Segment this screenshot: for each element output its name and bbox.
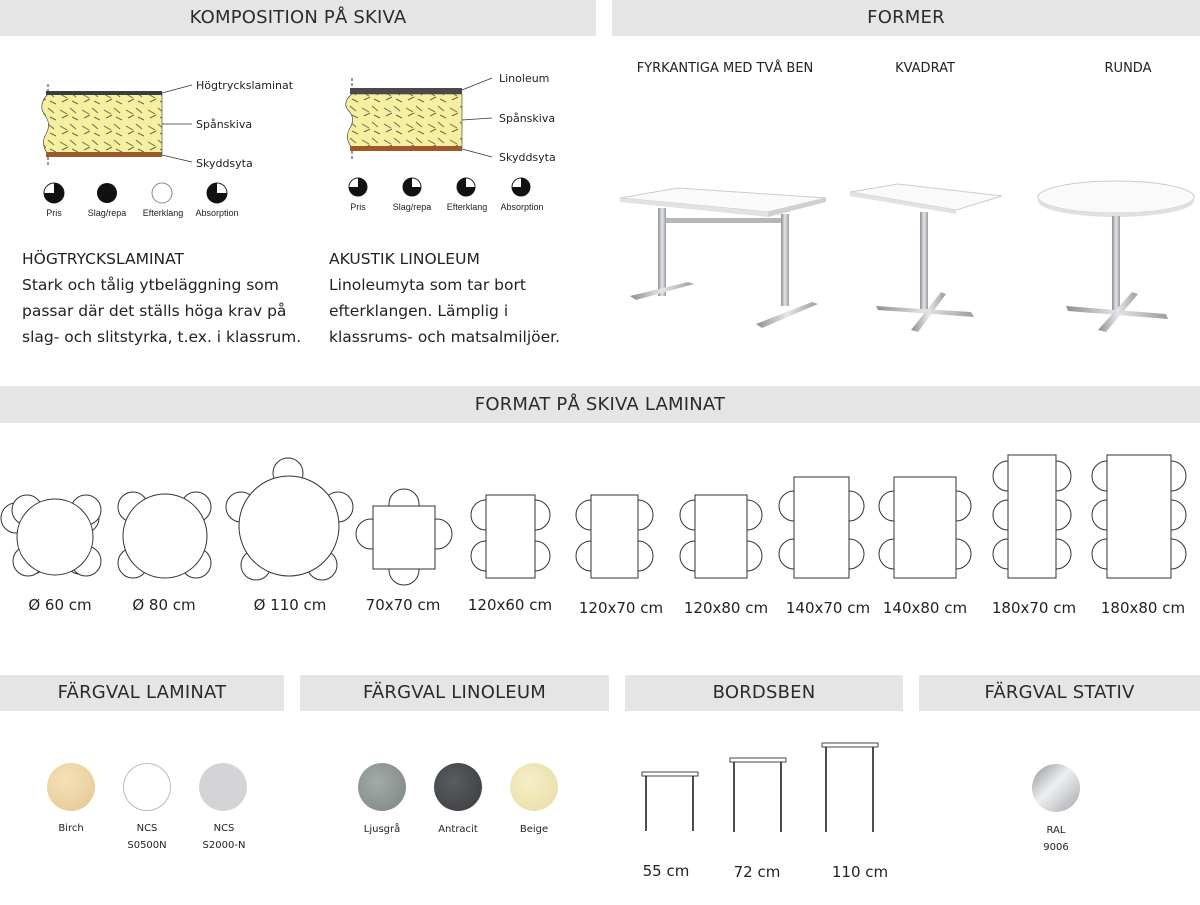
format-rect-140x80 <box>879 477 971 578</box>
format-round-110 <box>226 458 353 580</box>
linoleum-layer-middle: Spånskiva <box>499 112 556 125</box>
format-label: 120x60 cm <box>467 596 553 614</box>
header-color-laminate: FÄRGVAL LAMINAT <box>0 675 284 711</box>
swatch-label: Ljusgrå <box>363 824 401 835</box>
swatch-laminate-ncs-s2000n[interactable] <box>199 763 247 811</box>
linoleum-rating-icons <box>346 176 556 202</box>
format-round-80 <box>118 492 211 578</box>
header-legs: BORDSBEN <box>625 675 903 711</box>
laminate-desc-line: slag- och slitstyrka, t.ex. i klassrum. <box>22 328 302 346</box>
leg-height-label: 110 cm <box>831 863 889 881</box>
linoleum-layer-bottom: Skyddsyta <box>499 151 556 164</box>
leg-height-label: 55 cm <box>642 862 690 880</box>
format-label: 140x70 cm <box>785 599 871 617</box>
linoleum-desc-line: efterklangen. Lämplig i <box>329 302 509 320</box>
linoleum-rating-reverb: Efterklang <box>446 202 488 212</box>
header-color-stand: FÄRGVAL STATIV <box>919 675 1200 711</box>
format-round-60 <box>1 495 101 576</box>
format-label: 180x80 cm <box>1100 599 1186 617</box>
format-diagrams <box>0 455 1200 590</box>
header-composition: KOMPOSITION PÅ SKIVA <box>0 0 596 36</box>
format-rect-120x80 <box>680 495 762 578</box>
laminate-desc-line: passar där det ställs höga krav på <box>22 302 287 320</box>
form-title-square: KVADRAT <box>895 61 955 76</box>
linoleum-rating-absorption: Absorption <box>500 202 544 212</box>
format-label: 70x70 cm <box>365 596 441 614</box>
format-rect-180x70 <box>993 455 1071 578</box>
form-title-rectangular: FYRKANTIGA MED TVÅ BEN <box>636 61 814 76</box>
linoleum-desc-line: klassrums- och matsalmiljöer. <box>329 328 561 346</box>
swatch-label: NCS <box>136 823 158 834</box>
format-label: Ø 110 cm <box>253 596 327 614</box>
header-format: FORMAT PÅ SKIVA LAMINAT <box>0 386 1200 423</box>
format-label: 120x80 cm <box>683 599 769 617</box>
swatch-laminate-ncs-s0500n[interactable] <box>123 763 171 811</box>
swatch-label: Beige <box>519 824 549 835</box>
format-square-70 <box>356 489 452 585</box>
table-square-image <box>846 182 1006 332</box>
form-title-round: RUNDA <box>1104 61 1152 76</box>
laminate-rating-reverb: Efterklang <box>142 208 184 218</box>
swatch-label: Birch <box>58 823 84 834</box>
laminate-rating-price: Pris <box>46 208 62 218</box>
laminate-layer-middle: Spånskiva <box>196 118 253 131</box>
laminate-description <box>22 246 312 350</box>
swatch-stand-ral9006[interactable] <box>1032 764 1080 812</box>
swatch-linoleum-antracit[interactable] <box>434 763 482 811</box>
swatch-code: S2000-N <box>202 840 246 851</box>
linoleum-description <box>329 246 589 350</box>
format-rect-120x60 <box>471 495 550 578</box>
laminate-rating-absorption: Absorption <box>195 208 239 218</box>
format-label: 120x70 cm <box>578 599 664 617</box>
laminate-layer-bottom: Skyddsyta <box>196 157 253 170</box>
header-forms: FORMER <box>612 0 1200 36</box>
linoleum-rating-price: Pris <box>350 202 366 212</box>
format-rect-180x80 <box>1092 455 1186 578</box>
swatch-linoleum-ljusgra[interactable] <box>358 763 406 811</box>
laminate-layer-top: Högtryckslaminat <box>196 79 294 92</box>
laminate-desc-line: Stark och tålig ytbeläggning som <box>22 276 279 294</box>
format-rect-120x70 <box>576 495 653 578</box>
laminate-rating-icons <box>40 180 250 206</box>
header-color-linoleum: FÄRGVAL LINOLEUM <box>300 675 609 711</box>
leg-height-label: 72 cm <box>733 863 781 881</box>
laminate-title: HÖGTRYCKSLAMINAT <box>22 250 185 268</box>
format-label: Ø 80 cm <box>132 596 196 614</box>
table-rectangular-image <box>618 184 828 334</box>
leg-heights-diagram <box>638 740 888 840</box>
swatch-label: RAL <box>1046 825 1066 836</box>
format-rect-140x70 <box>779 477 864 578</box>
format-label: Ø 60 cm <box>28 596 92 614</box>
table-round-image <box>1036 180 1200 335</box>
swatch-linoleum-beige[interactable] <box>510 763 558 811</box>
format-label: 140x80 cm <box>882 599 968 617</box>
format-label: 180x70 cm <box>991 599 1077 617</box>
swatch-laminate-birch[interactable] <box>47 763 95 811</box>
linoleum-rating-impact: Slag/repa <box>392 202 432 212</box>
swatch-label: Antracit <box>438 824 478 835</box>
swatch-label: NCS <box>213 823 235 834</box>
linoleum-title: AKUSTIK LINOLEUM <box>329 250 480 268</box>
linoleum-desc-line: Linoleumyta som tar bort <box>329 276 526 294</box>
linoleum-layer-top: Linoleum <box>499 72 550 85</box>
swatch-code: 9006 <box>1043 842 1069 853</box>
swatch-code: S0500N <box>127 840 167 851</box>
laminate-rating-impact: Slag/repa <box>87 208 127 218</box>
